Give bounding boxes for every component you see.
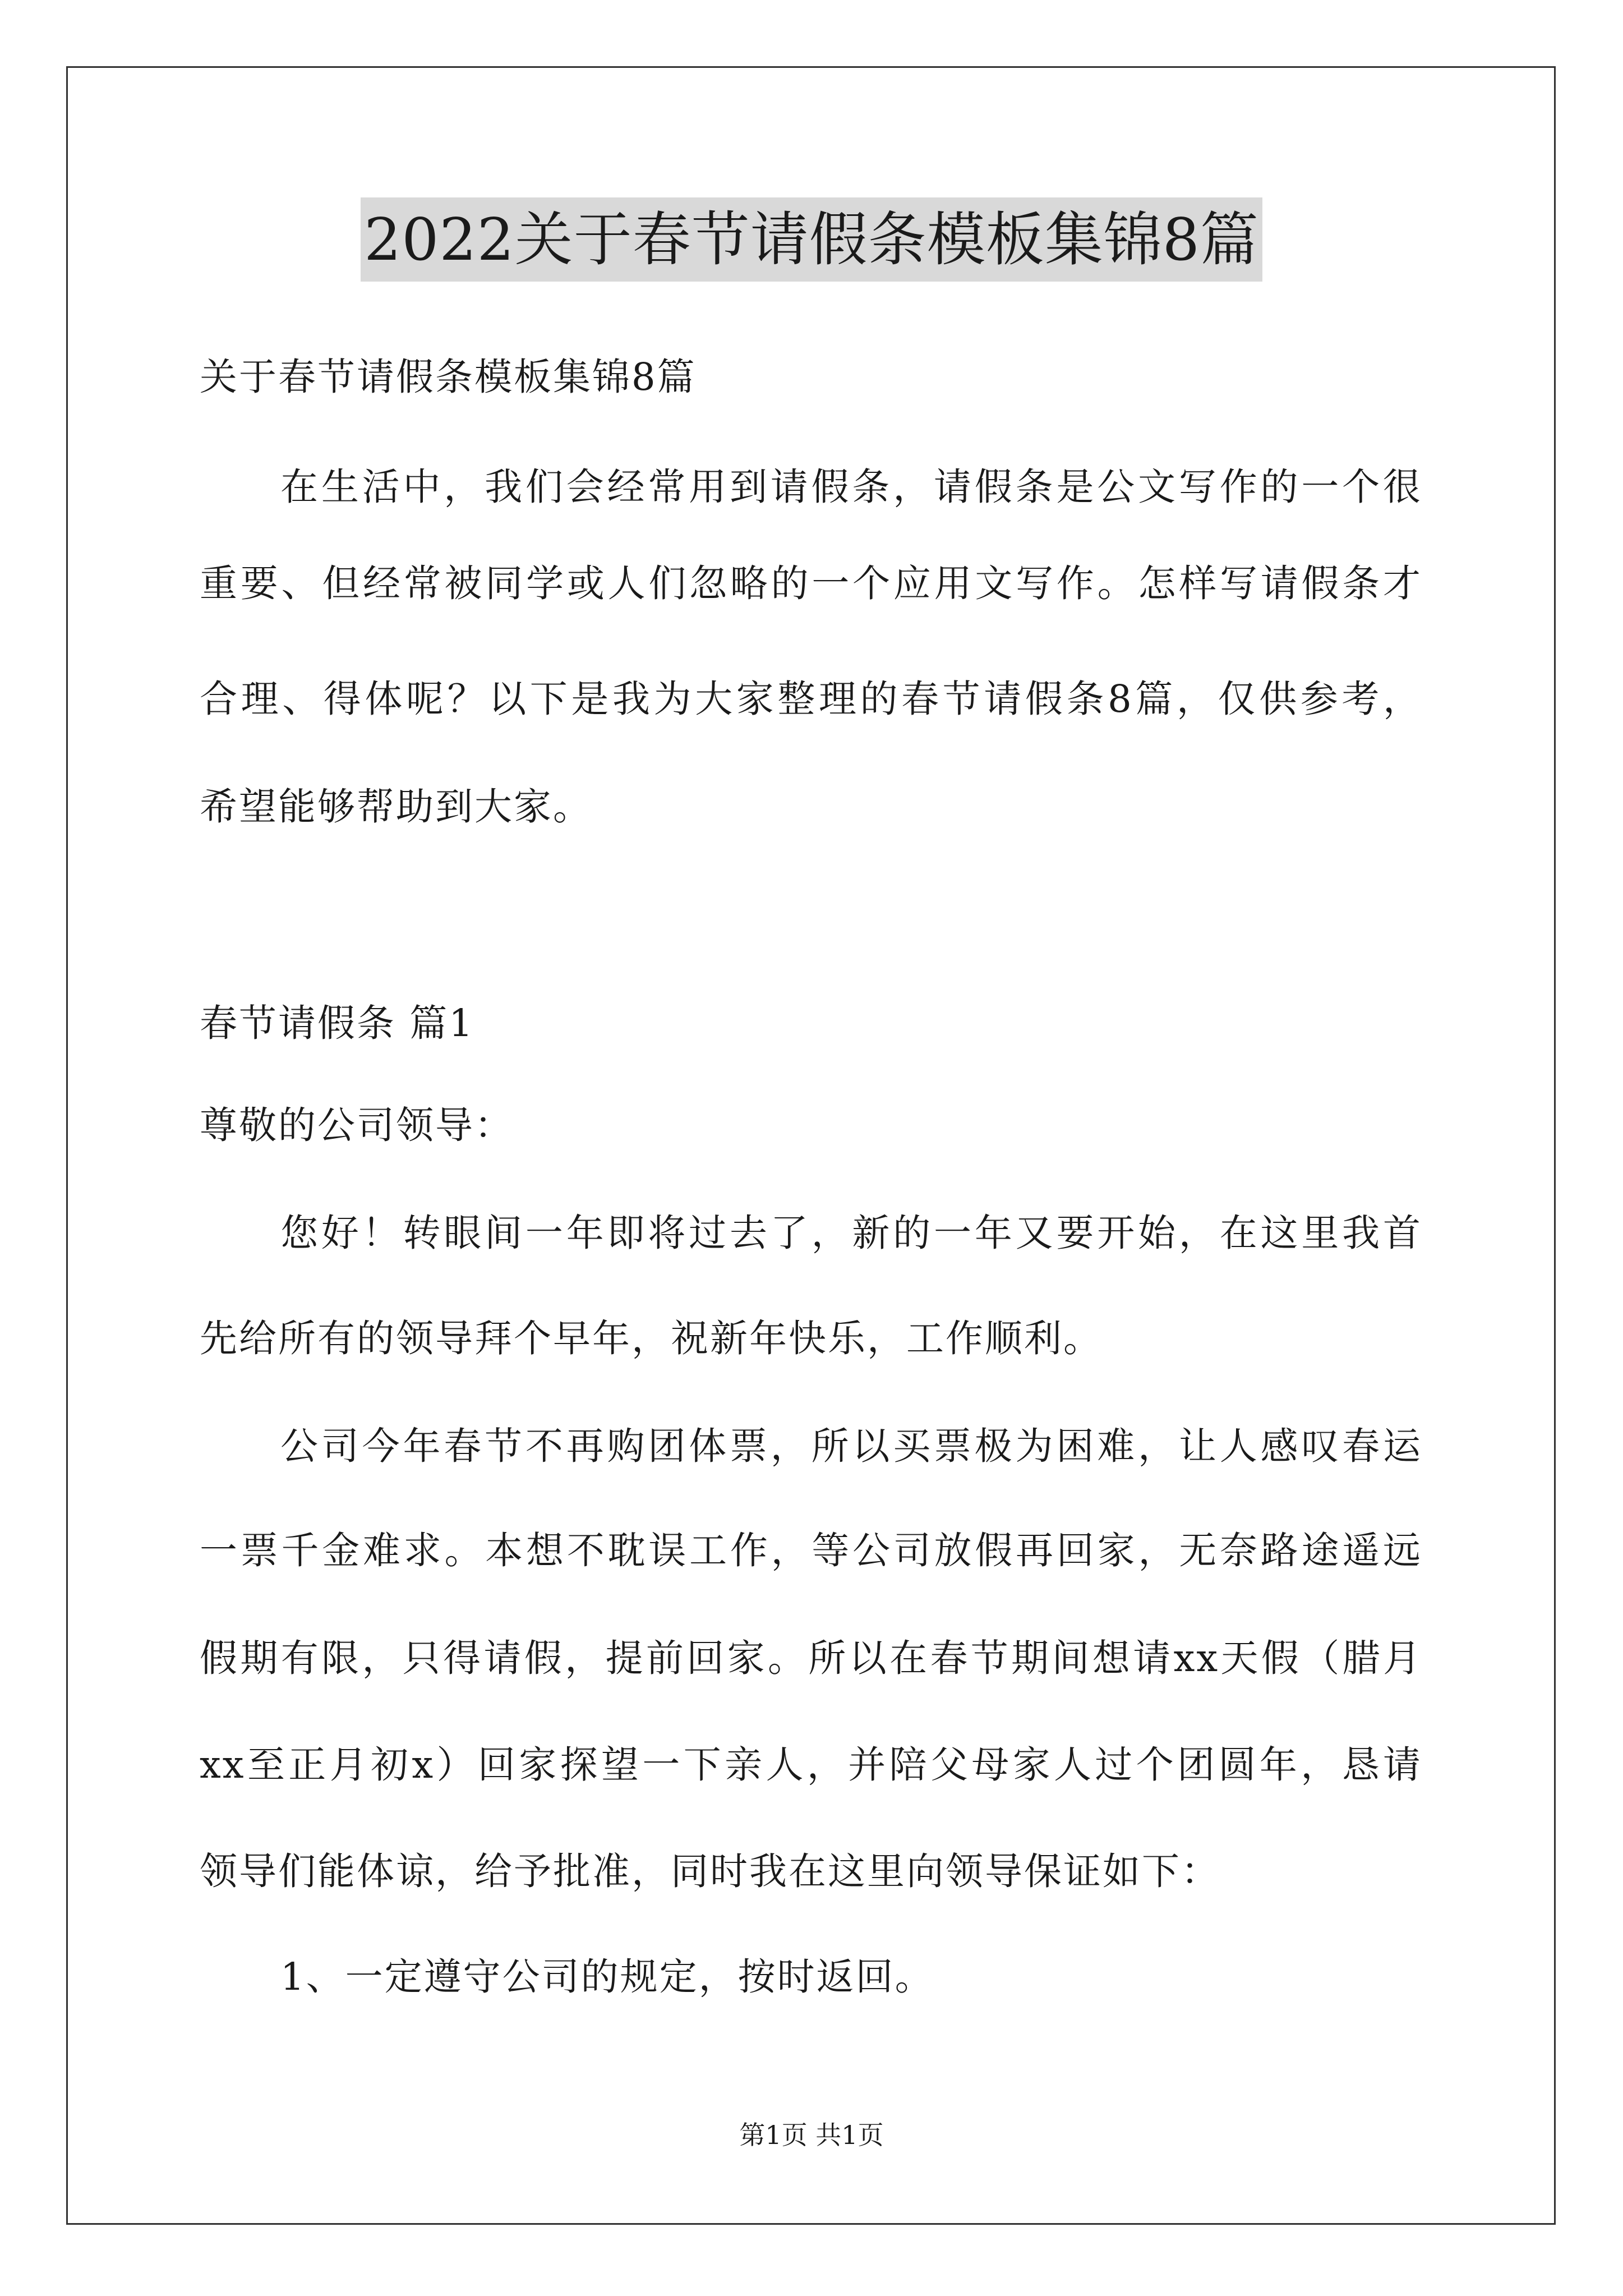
intro-line-3: 合理、得体呢？以下是我为大家整理的春节请假条8篇，仅供参考， — [200, 677, 1422, 721]
paragraph2-line-5: 领导们能体谅，给予批准，同时我在这里向领导保证如下： — [200, 1849, 1220, 1893]
intro-line-2: 重要、但经常被同学或人们忽略的一个应用文写作。怎样写请假条才 — [200, 562, 1422, 605]
intro-line-4: 希望能够帮助到大家。 — [200, 785, 592, 829]
intro-line-1: 在生活中，我们会经常用到请假条，请假条是公文写作的一个很 — [280, 465, 1422, 509]
paragraph1-line-2: 先给所有的领导拜个早年，祝新年快乐，工作顺利。 — [200, 1317, 1103, 1360]
paragraph2-line-4: xx至正月初x）回家探望一下亲人，并陪父母家人过个团圆年，恳请 — [200, 1743, 1422, 1787]
document-title-text: 2022关于春节请假条模板集锦8篇 — [361, 197, 1262, 282]
section-heading: 春节请假条 篇1 — [200, 1001, 474, 1045]
page-footer: 第1页 共1页 — [739, 2120, 884, 2150]
paragraph1-line-1: 您好！转眼间一年即将过去了，新的一年又要开始，在这里我首 — [280, 1211, 1422, 1255]
document-subtitle: 关于春节请假条模板集锦8篇 — [200, 355, 697, 399]
paragraph2-line-2: 一票千金难求。本想不耽误工作，等公司放假再回家，无奈路途遥远 — [200, 1529, 1422, 1572]
document-title — [0, 197, 1623, 282]
paragraph2-line-1: 公司今年春节不再购团体票，所以买票极为困难，让人感叹春运 — [280, 1424, 1422, 1468]
list-item-1: 1、一定遵守公司的规定，按时返回。 — [280, 1955, 934, 1999]
salutation: 尊敬的公司领导： — [200, 1103, 514, 1147]
paragraph2-line-3: 假期有限，只得请假，提前回家。所以在春节期间想请xx天假（腊月 — [200, 1636, 1422, 1680]
